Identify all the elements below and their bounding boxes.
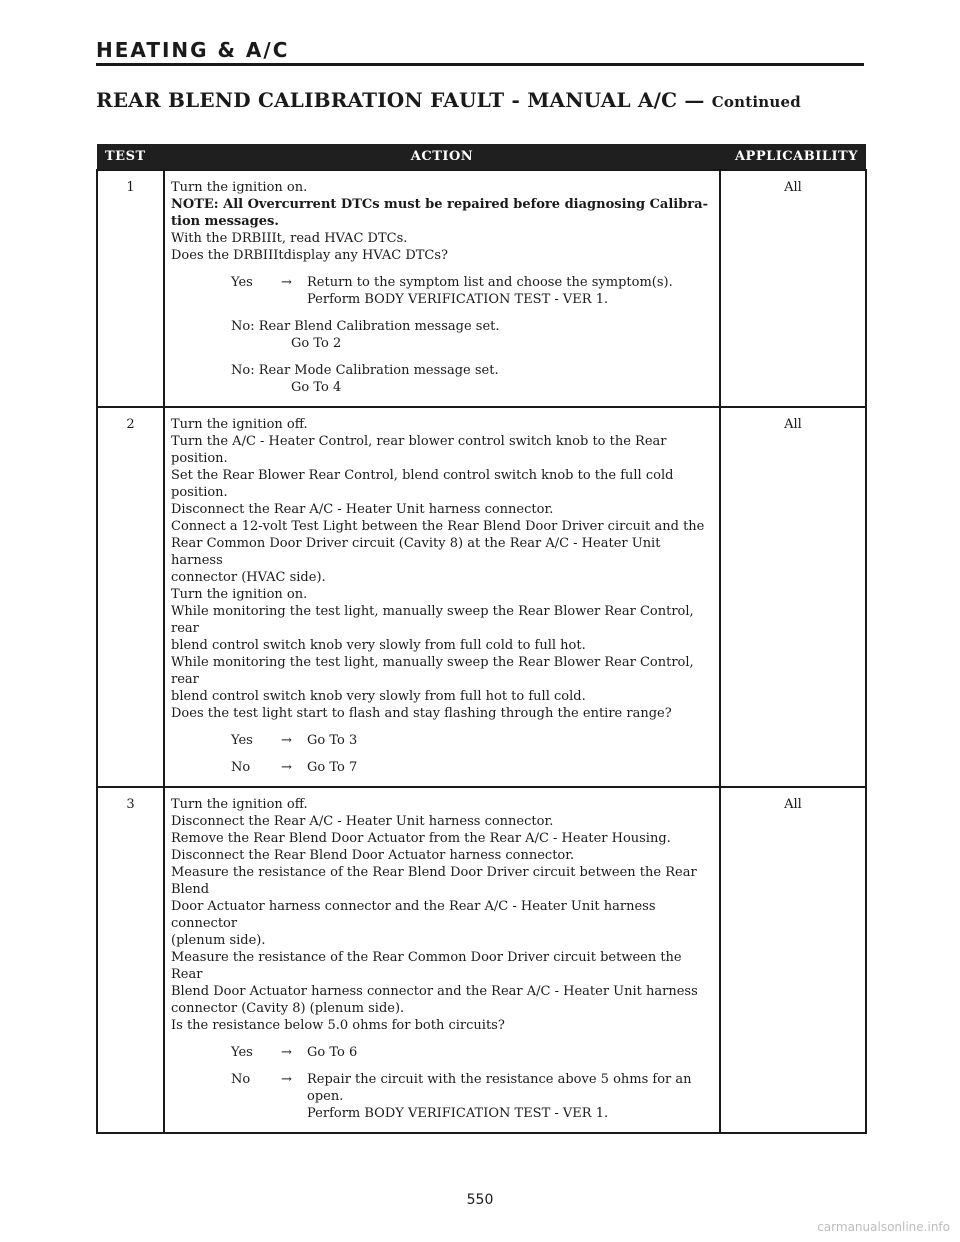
applicability-cell: All: [720, 407, 866, 787]
watermark: carmanualsonline.info: [817, 1220, 950, 1234]
response-option: [171, 732, 713, 749]
applicability-cell: All: [720, 170, 866, 407]
action-line: Door Actuator harness connector and the Rear A/C - Heater Unit harness connector: [171, 899, 656, 931]
applicability-cell: All: [720, 787, 866, 1133]
table-row: [97, 407, 866, 787]
action-line: Turn the ignition off.: [171, 417, 308, 432]
arrow-right-icon: →: [281, 733, 292, 748]
no-option-text: No: Rear Mode Calibration message set.: [231, 363, 499, 378]
action-line: Disconnect the Rear A/C - Heater Unit harness connector.: [171, 502, 554, 517]
action-line: While monitoring the test light, manually sweep the Rear Blower Rear Control, rear: [171, 604, 694, 636]
response-label: Yes: [231, 275, 253, 290]
no-option-goto: Go To 2: [291, 336, 342, 351]
page-number: 550: [466, 1192, 494, 1208]
action-line: Remove the Rear Blend Door Actuator from the Rear A/C - Heater Housing.: [171, 831, 671, 846]
action-line: Turn the ignition on.: [171, 180, 308, 195]
table-row: [97, 170, 866, 407]
section-header: HEATING & A/C: [96, 38, 290, 62]
action-line: With the DRBIIIt, read HVAC DTCs.: [171, 231, 408, 246]
response-label: Yes: [231, 733, 253, 748]
table-row: [97, 787, 866, 1133]
action-line: Is the resistance below 5.0 ohms for both circuits?: [171, 1018, 505, 1033]
action-line: Turn the ignition on.: [171, 587, 308, 602]
test-number: 1: [97, 170, 164, 407]
response-text-line: Return to the symptom list and choose the symptom(s).: [307, 275, 673, 290]
response-text-line: Go To 6: [307, 1045, 358, 1060]
response-label: No: [231, 1072, 251, 1087]
arrow-right-icon: →: [281, 760, 292, 775]
response-label: No: [231, 760, 251, 775]
header-action: ACTION: [164, 144, 720, 170]
response-option: [171, 1044, 713, 1061]
response-text-line: Go To 7: [307, 760, 358, 775]
action-line: Connect a 12-volt Test Light between the Rear Blend Door Driver circuit and the: [171, 519, 705, 534]
test-number: 3: [97, 787, 164, 1133]
response-text: [307, 1044, 713, 1061]
action-line: Blend Door Actuator harness connector and the Rear A/C - Heater Unit harness: [171, 984, 698, 999]
no-option: [171, 362, 713, 396]
action-line: Turn the A/C - Heater Control, rear blower control switch knob to the Rear position.: [171, 434, 667, 466]
arrow-right-icon: →: [281, 1072, 292, 1087]
action-line: Does the DRBIIItdisplay any HVAC DTCs?: [171, 248, 449, 263]
response-label: Yes: [231, 1045, 253, 1060]
action-cell: [164, 407, 720, 787]
action-cell: [164, 170, 720, 407]
action-line: Rear Common Door Driver circuit (Cavity 8) at the Rear A/C - Heater Unit harness: [171, 536, 661, 568]
response-text: [307, 732, 713, 749]
response-text-line: Go To 3: [307, 733, 358, 748]
action-line: Disconnect the Rear Blend Door Actuator harness connector.: [171, 848, 575, 863]
action-line: Measure the resistance of the Rear Blend Door Driver circuit between the Rear Blend: [171, 865, 697, 897]
action-cell: [164, 787, 720, 1133]
action-line: blend control switch knob very slowly from full hot to full cold.: [171, 689, 586, 704]
response-text: [307, 274, 713, 308]
action-line: Set the Rear Blower Rear Control, blend control switch knob to the full cold position.: [171, 468, 674, 500]
action-line: (plenum side).: [171, 933, 266, 948]
header-applicability: APPLICABILITY: [720, 144, 866, 170]
page-title: [96, 88, 801, 112]
no-option-text: No: Rear Blend Calibration message set.: [231, 319, 500, 334]
action-line: Measure the resistance of the Rear Common Door Driver circuit between the Rear: [171, 950, 682, 982]
response-option: [171, 274, 713, 308]
action-line: connector (HVAC side).: [171, 570, 326, 585]
action-line: NOTE: All Overcurrent DTCs must be repaired before diagnosing Calibra-: [171, 197, 708, 212]
response-text-line: Perform BODY VERIFICATION TEST - VER 1.: [307, 1106, 609, 1121]
action-line: Disconnect the Rear A/C - Heater Unit harness connector.: [171, 814, 554, 829]
action-line: blend control switch knob very slowly from full cold to full hot.: [171, 638, 586, 653]
test-table: [96, 144, 867, 1134]
arrow-right-icon: →: [281, 275, 292, 290]
response-text: [307, 759, 713, 776]
action-line: connector (Cavity 8) (plenum side).: [171, 1001, 405, 1016]
page-title-main: REAR BLEND CALIBRATION FAULT - MANUAL A/C —: [96, 88, 705, 112]
table-header-row: [97, 144, 866, 170]
response-option: [171, 1071, 713, 1122]
header-rule: [96, 63, 864, 66]
no-option: [171, 318, 713, 352]
header-test: TEST: [97, 144, 164, 170]
action-line: Does the test light start to flash and stay flashing through the entire range?: [171, 706, 672, 721]
action-line: While monitoring the test light, manually sweep the Rear Blower Rear Control, rear: [171, 655, 694, 687]
no-option-goto: Go To 4: [291, 380, 342, 395]
page-title-continued: Continued: [711, 93, 801, 111]
action-line: tion messages.: [171, 214, 279, 229]
arrow-right-icon: →: [281, 1045, 292, 1060]
response-option: [171, 759, 713, 776]
action-line: Turn the ignition off.: [171, 797, 308, 812]
response-text: [307, 1071, 713, 1122]
test-number: 2: [97, 407, 164, 787]
response-text-line: Repair the circuit with the resistance above 5 ohms for an open.: [307, 1072, 692, 1104]
response-text-line: Perform BODY VERIFICATION TEST - VER 1.: [307, 292, 609, 307]
